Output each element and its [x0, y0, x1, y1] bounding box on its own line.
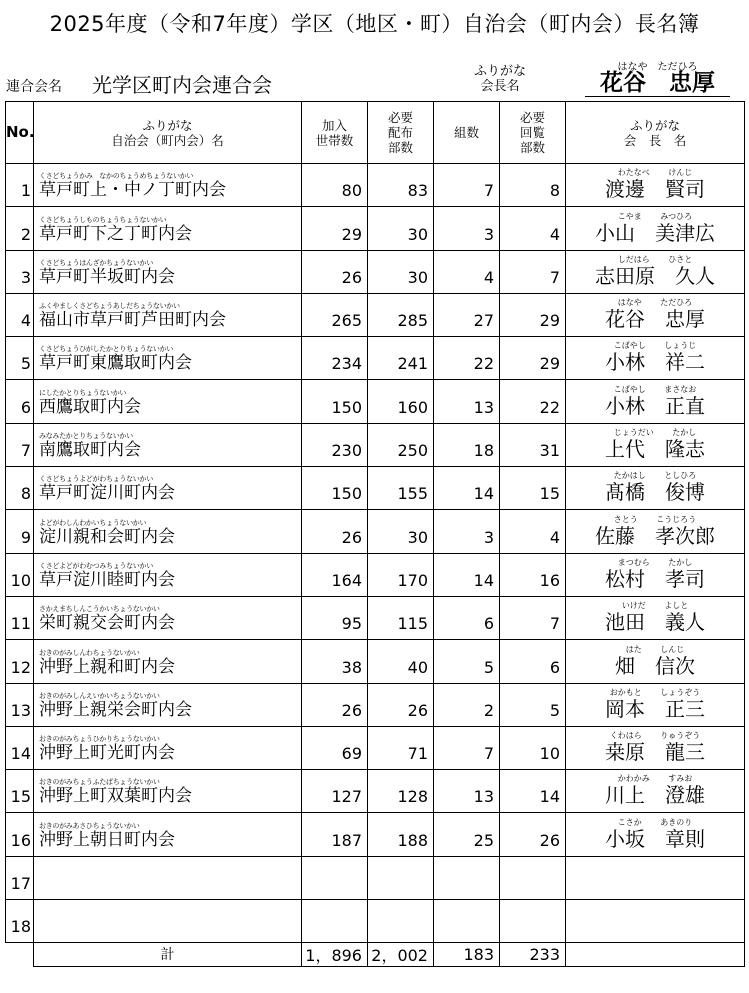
association-name: 草戸町半坂町内会 — [39, 266, 175, 287]
leader-ruby: わたなべ けんじ — [617, 168, 693, 178]
header-circulation — [500, 102, 566, 164]
association-name: 草戸町上・中ノ丁町内会 — [39, 180, 226, 201]
leader-name: 上代 隆志 — [605, 437, 705, 462]
association-name: 沖野上親栄会町内会 — [39, 699, 192, 720]
chair-label — [455, 64, 545, 94]
groups-cell: 2 — [434, 683, 500, 726]
row-number: 15 — [6, 770, 34, 813]
leader-name: 渡邊 賢司 — [605, 177, 705, 202]
circulation-cell: 5 — [500, 683, 566, 726]
row-number: 8 — [6, 467, 34, 510]
header-copies-line1: 必要 — [387, 110, 413, 125]
association-ruby: さかえまちしんこうかいちょうないかい — [39, 605, 160, 614]
association-name-cell — [34, 899, 302, 942]
association-name: 草戸町東鷹取町内会 — [39, 353, 192, 374]
total-circulation: 233 — [500, 942, 566, 966]
row-number: 4 — [6, 293, 34, 336]
leader-name: 佐藤 孝次郎 — [595, 523, 715, 548]
association-ruby: くさどよどがわむつみちょうないかい — [39, 561, 153, 570]
circulation-cell: 6 — [500, 640, 566, 683]
header-copies-line2: 配布 — [387, 125, 413, 140]
copies-cell: 285 — [368, 293, 434, 336]
leader-cell — [566, 380, 745, 423]
total-copies: 2，002 — [368, 942, 434, 966]
groups-cell: 3 — [434, 510, 500, 553]
association-name-cell — [34, 856, 302, 899]
leader-ruby: さとう こうじろう — [613, 514, 697, 524]
circulation-cell: 4 — [500, 207, 566, 250]
groups-cell: 7 — [434, 164, 500, 207]
table-row — [6, 726, 745, 769]
row-number: 16 — [6, 813, 34, 856]
header-households-line2: 世帯数 — [315, 132, 354, 148]
table-row — [6, 337, 745, 380]
leader-cell — [566, 337, 745, 380]
association-name-cell — [34, 510, 302, 553]
table-row — [6, 380, 745, 423]
leader-cell — [566, 467, 745, 510]
association-name: 淀川親和会町内会 — [39, 526, 175, 547]
total-no-cell — [6, 942, 34, 966]
groups-cell: 18 — [434, 423, 500, 466]
table-row — [6, 250, 745, 293]
groups-cell: 7 — [434, 726, 500, 769]
circulation-cell: 22 — [500, 380, 566, 423]
chair-name-block — [585, 58, 730, 97]
leader-ruby: しだはら ひさと — [617, 254, 693, 264]
association-ruby: くさどちょうかみ なかのちょうめちょうないかい — [39, 172, 194, 181]
households-cell: 230 — [302, 423, 368, 466]
association-ruby: みなみたかとりちょうないかい — [39, 432, 133, 441]
table-row — [6, 640, 745, 683]
association-label: 連合会名 — [6, 79, 62, 95]
header-leader — [566, 102, 745, 164]
total-label: 計 — [34, 942, 302, 966]
groups-cell: 13 — [434, 380, 500, 423]
header-copies — [368, 102, 434, 164]
leader-cell — [566, 726, 745, 769]
households-cell: 234 — [302, 337, 368, 380]
association-name-cell — [34, 813, 302, 856]
association-name-cell — [34, 207, 302, 250]
row-number: 17 — [6, 856, 34, 899]
copies-cell — [368, 856, 434, 899]
groups-cell: 13 — [434, 770, 500, 813]
table-row — [6, 899, 745, 942]
leader-cell — [566, 510, 745, 553]
households-cell: 164 — [302, 553, 368, 596]
association-ruby: おきのがみあさひちょうないかい — [39, 821, 140, 830]
leader-name: 岡本 正三 — [605, 696, 705, 721]
association-name-cell — [34, 596, 302, 639]
association-name-cell — [34, 250, 302, 293]
association-ruby: くさどちょうひがしたかとりちょうないかい — [39, 345, 173, 354]
table-row — [6, 596, 745, 639]
leader-cell — [566, 640, 745, 683]
row-number: 11 — [6, 596, 34, 639]
header-circ-line1: 必要 — [519, 110, 545, 125]
copies-cell: 83 — [368, 164, 434, 207]
copies-cell: 40 — [368, 640, 434, 683]
groups-cell: 3 — [434, 207, 500, 250]
leader-cell — [566, 596, 745, 639]
leader-ruby: たかはし としひろ — [613, 471, 697, 481]
chair-name-ruby: はなや ただひろ — [617, 62, 698, 73]
association-name-cell — [34, 293, 302, 336]
leader-name: 小林 正直 — [605, 393, 705, 418]
circulation-cell: 31 — [500, 423, 566, 466]
copies-cell: 250 — [368, 423, 434, 466]
groups-cell: 22 — [434, 337, 500, 380]
leader-ruby: はた しんじ — [625, 644, 685, 654]
circulation-cell — [500, 899, 566, 942]
header-association-name — [34, 102, 302, 164]
copies-cell: 30 — [368, 510, 434, 553]
leader-cell — [566, 813, 745, 856]
copies-cell: 188 — [368, 813, 434, 856]
association-name-cell — [34, 164, 302, 207]
groups-cell: 25 — [434, 813, 500, 856]
households-cell — [302, 899, 368, 942]
association-ruby: くさどちょうよどがわちょうないかい — [39, 475, 153, 484]
table-row — [6, 164, 745, 207]
copies-cell: 30 — [368, 207, 434, 250]
leader-name: 花谷 忠厚 — [605, 307, 705, 332]
leader-name: 小林 祥二 — [605, 350, 705, 375]
association-ruby: よどがわしんわかいちょうないかい — [39, 518, 147, 527]
households-cell: 26 — [302, 250, 368, 293]
row-number: 6 — [6, 380, 34, 423]
leader-cell — [566, 250, 745, 293]
header-circ-line2: 回覧 — [519, 125, 545, 140]
row-number: 9 — [6, 510, 34, 553]
households-cell: 26 — [302, 683, 368, 726]
leader-cell — [566, 553, 745, 596]
circulation-cell: 29 — [500, 337, 566, 380]
association-name: 草戸淀川睦町内会 — [39, 569, 175, 590]
copies-cell: 155 — [368, 467, 434, 510]
header-circ-line3: 部数 — [519, 140, 545, 155]
copies-cell: 160 — [368, 380, 434, 423]
table-row — [6, 293, 745, 336]
association-name: 栄町親交会町内会 — [39, 613, 175, 634]
association-name: 沖野上親和町内会 — [39, 656, 175, 677]
association-name: 光学区町内会連合会 — [92, 73, 272, 97]
leader-ruby: くわはら りゅうぞう — [609, 731, 701, 741]
total-groups: 183 — [434, 942, 500, 966]
page-title: 2025年度（令和7年度）学区（地区・町）自治会（町内会）長名簿 — [49, 12, 700, 36]
table-row — [6, 553, 745, 596]
leader-cell — [566, 164, 745, 207]
groups-cell: 4 — [434, 250, 500, 293]
total-row — [6, 942, 745, 966]
association-name-cell — [34, 726, 302, 769]
table-row — [6, 423, 745, 466]
association-name-cell — [34, 553, 302, 596]
table-row — [6, 510, 745, 553]
leader-name: 松村 孝司 — [605, 566, 705, 591]
leader-ruby: はなや ただひろ — [617, 298, 693, 308]
households-cell: 80 — [302, 164, 368, 207]
header-row — [6, 102, 745, 164]
copies-cell: 128 — [368, 770, 434, 813]
copies-cell: 71 — [368, 726, 434, 769]
leader-name: 志田原 久人 — [595, 263, 715, 288]
leader-cell — [566, 423, 745, 466]
groups-cell: 5 — [434, 640, 500, 683]
circulation-cell: 26 — [500, 813, 566, 856]
association-name-cell — [34, 683, 302, 726]
leader-name: 小山 美津広 — [595, 220, 715, 245]
row-number: 3 — [6, 250, 34, 293]
association-name: 沖野上朝日町内会 — [39, 829, 175, 850]
table-row — [6, 207, 745, 250]
households-cell — [302, 856, 368, 899]
association-name: 南鷹取町内会 — [39, 440, 141, 461]
circulation-cell — [500, 856, 566, 899]
households-cell: 150 — [302, 467, 368, 510]
total-leader-cell — [566, 942, 745, 966]
association-name: 福山市草戸町芦田町内会 — [39, 310, 226, 331]
leader-ruby: まつむら たかし — [617, 557, 693, 567]
row-number: 10 — [6, 553, 34, 596]
association-ruby: おきのがみちょうふたばちょうないかい — [39, 778, 160, 787]
header-groups: 組数 — [434, 102, 500, 164]
leader-cell — [566, 856, 745, 899]
circulation-cell: 10 — [500, 726, 566, 769]
circulation-cell: 7 — [500, 250, 566, 293]
leader-ruby: いけだ よしと — [621, 601, 689, 611]
copies-cell — [368, 899, 434, 942]
row-number: 2 — [6, 207, 34, 250]
association-name: 草戸町淀川町内会 — [39, 483, 175, 504]
leader-cell — [566, 207, 745, 250]
chair-label-title: 会長名 — [480, 79, 520, 94]
row-number: 13 — [6, 683, 34, 726]
header-households-line1: 加入 — [321, 117, 347, 133]
association-name-cell — [34, 770, 302, 813]
table-row — [6, 813, 745, 856]
association-ruby: くさどちょうしものちょうちょうないかい — [39, 215, 167, 224]
table-row — [6, 856, 745, 899]
association-name-cell — [34, 640, 302, 683]
roster-table — [5, 101, 745, 967]
leader-ruby: こばやし しょうじ — [613, 341, 697, 351]
circulation-cell: 29 — [500, 293, 566, 336]
table-row — [6, 770, 745, 813]
leader-ruby: こやま みつひろ — [617, 211, 693, 221]
association-name-cell — [34, 423, 302, 466]
circulation-cell: 16 — [500, 553, 566, 596]
groups-cell: 6 — [434, 596, 500, 639]
row-number: 14 — [6, 726, 34, 769]
households-cell: 187 — [302, 813, 368, 856]
leader-cell — [566, 899, 745, 942]
circulation-cell: 15 — [500, 467, 566, 510]
circulation-cell: 4 — [500, 510, 566, 553]
households-cell: 29 — [302, 207, 368, 250]
households-cell: 265 — [302, 293, 368, 336]
association-ruby: にしたかとりちょうないかい — [39, 388, 127, 397]
leader-ruby: おかもと しょうぞう — [609, 687, 701, 697]
leader-name: 小坂 章則 — [605, 826, 705, 851]
association-name: 草戸町下之丁町内会 — [39, 223, 192, 244]
row-number: 1 — [6, 164, 34, 207]
copies-cell: 26 — [368, 683, 434, 726]
association-name: 沖野上町双葉町内会 — [39, 786, 192, 807]
households-cell: 69 — [302, 726, 368, 769]
leader-ruby: じょうだい たかし — [613, 428, 697, 438]
association-ruby: おきのがみしんわちょうないかい — [39, 648, 140, 657]
leader-name: 川上 澄雄 — [605, 783, 705, 808]
groups-cell — [434, 899, 500, 942]
circulation-cell: 14 — [500, 770, 566, 813]
header-no: No. — [6, 102, 34, 164]
groups-cell — [434, 856, 500, 899]
header-households — [302, 102, 368, 164]
association-name-cell — [34, 467, 302, 510]
leader-name: 桒原 龍三 — [605, 740, 705, 765]
groups-cell: 27 — [434, 293, 500, 336]
association-ruby: おきのがみしんえいかいちょうないかい — [39, 691, 160, 700]
groups-cell: 14 — [434, 553, 500, 596]
leader-cell — [566, 770, 745, 813]
row-number: 5 — [6, 337, 34, 380]
groups-cell: 14 — [434, 467, 500, 510]
header-leader-furigana: ふりがな — [629, 117, 680, 133]
association-ruby: おきのがみちょうひかりちょうないかい — [39, 735, 160, 744]
row-number: 12 — [6, 640, 34, 683]
copies-cell: 241 — [368, 337, 434, 380]
households-cell: 95 — [302, 596, 368, 639]
association-ruby: くさどちょうはんざかちょうないかい — [39, 258, 153, 267]
chair-name: 花谷 忠厚 — [585, 70, 730, 97]
header-leader-label: 会 長 名 — [623, 132, 687, 148]
chair-label-furigana: ふりがな — [473, 64, 526, 79]
circulation-cell: 7 — [500, 596, 566, 639]
association-name: 西鷹取町内会 — [39, 396, 141, 417]
copies-cell: 115 — [368, 596, 434, 639]
households-cell: 38 — [302, 640, 368, 683]
leader-name: 畑 信次 — [615, 653, 695, 678]
association-name-cell — [34, 380, 302, 423]
households-cell: 150 — [302, 380, 368, 423]
header-name-furigana: ふりがな — [142, 117, 193, 133]
leader-ruby: こばやし まさなお — [613, 384, 697, 394]
copies-cell: 170 — [368, 553, 434, 596]
leader-ruby: かわかみ すみお — [617, 774, 693, 784]
row-number: 7 — [6, 423, 34, 466]
association-name: 沖野上町光町内会 — [39, 743, 175, 764]
header-copies-line3: 部数 — [387, 140, 413, 155]
leader-name: 池田 義人 — [605, 610, 705, 635]
table-row — [6, 467, 745, 510]
households-cell: 26 — [302, 510, 368, 553]
total-households: 1，896 — [302, 942, 368, 966]
copies-cell: 30 — [368, 250, 434, 293]
association-ruby: ふくやましくさどちょうあしだちょうないかい — [39, 302, 180, 311]
row-number: 18 — [6, 899, 34, 942]
header-name-label: 自治会（町内会）名 — [111, 132, 224, 148]
leader-cell — [566, 293, 745, 336]
households-cell: 127 — [302, 770, 368, 813]
circulation-cell: 8 — [500, 164, 566, 207]
leader-cell — [566, 683, 745, 726]
leader-name: 髙橋 俊博 — [605, 480, 705, 505]
association-name-cell — [34, 337, 302, 380]
leader-ruby: こさか あきのり — [617, 817, 693, 827]
table-row — [6, 683, 745, 726]
